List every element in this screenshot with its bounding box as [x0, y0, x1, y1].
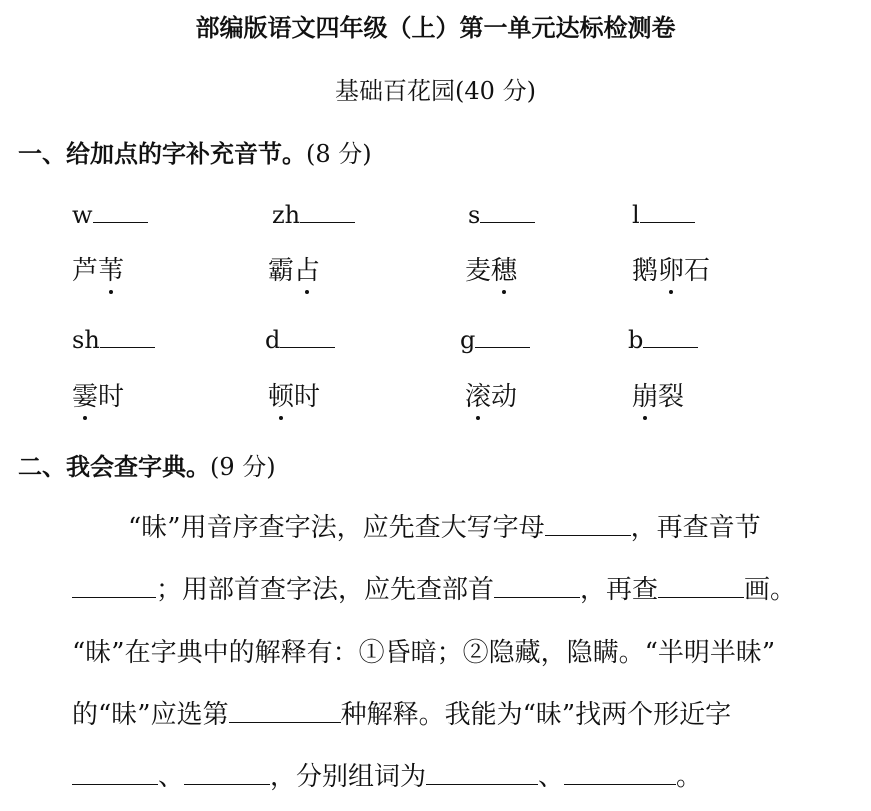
dotted-char: 顿 — [268, 380, 294, 414]
section-2-heading — [18, 450, 276, 484]
pinyin-blank-8 — [628, 325, 698, 355]
dotted-char: 卵 — [658, 254, 684, 288]
pinyin-blank-7 — [460, 325, 530, 355]
answer-blank[interactable] — [72, 758, 158, 785]
dotted-char: 霎 — [72, 380, 98, 414]
dotted-char: 崩 — [632, 380, 658, 414]
pinyin-blank-6 — [265, 325, 335, 355]
emphasis-dot — [305, 290, 309, 294]
word-6: 顿 时 — [268, 380, 320, 414]
answer-blank[interactable] — [229, 696, 341, 723]
answer-blank[interactable] — [545, 509, 631, 536]
pinyin-initial: zh — [272, 201, 301, 229]
emphasis-dot — [83, 416, 87, 420]
answer-blank[interactable] — [184, 758, 270, 785]
section-1-points: (8 分) — [306, 140, 372, 168]
paragraph-line-1: “昧”用音序查字法，应先查大写字母 ，再查音节 — [128, 508, 761, 548]
pinyin-blank-3 — [468, 200, 535, 230]
emphasis-dot — [109, 290, 113, 294]
answer-blank[interactable] — [564, 758, 676, 785]
pinyin-initial: l — [632, 201, 640, 229]
pinyin-blank-4 — [632, 200, 695, 230]
dotted-char: 滚 — [465, 380, 491, 414]
emphasis-dot — [476, 416, 480, 420]
paragraph-line-3: “昧”在字典中的解释有：①昏暗；②隐藏，隐瞒。“半明半昧” — [72, 638, 776, 668]
answer-blank[interactable] — [93, 200, 148, 223]
page-title: 部编版语文四年级（上）第一单元达标检测卷 — [195, 14, 676, 42]
answer-blank[interactable] — [72, 571, 156, 598]
answer-blank[interactable] — [658, 571, 744, 598]
answer-blank[interactable] — [640, 200, 695, 223]
section-2-points: (9 分) — [210, 453, 276, 481]
answer-blank[interactable] — [480, 200, 535, 223]
pinyin-initial: b — [628, 326, 644, 354]
answer-blank[interactable] — [494, 571, 580, 598]
dotted-char: 苇 — [98, 254, 124, 288]
answer-blank[interactable] — [475, 325, 530, 348]
emphasis-dot — [669, 290, 673, 294]
emphasis-dot — [643, 416, 647, 420]
word-2: 霸占 — [268, 254, 320, 288]
word-3: 麦穗 — [465, 254, 517, 288]
dotted-char: 占 — [294, 254, 320, 288]
word-1: 芦苇 — [72, 254, 124, 288]
section-subtitle: 基础百花园(40 分) — [335, 77, 536, 105]
pinyin-blank-1 — [72, 200, 148, 230]
section-2-title: 二、我会查字典。 — [18, 453, 210, 481]
emphasis-dot — [502, 290, 506, 294]
section-1-title: 一、给加点的字补充音节。 — [18, 140, 306, 168]
word-4: 鹅卵 石 — [632, 254, 710, 288]
answer-blank[interactable] — [300, 200, 355, 223]
pinyin-initial: sh — [72, 326, 100, 354]
section-1-heading — [18, 137, 372, 171]
dotted-char: 穗 — [491, 254, 517, 288]
emphasis-dot — [279, 416, 283, 420]
paragraph-line-4: 的“昧”应选第 种解释。我能为“昧”找两个形近字 — [72, 695, 731, 735]
answer-blank[interactable] — [100, 325, 155, 348]
pinyin-initial: d — [265, 326, 281, 354]
pinyin-initial: s — [468, 201, 481, 229]
word-7: 滚 动 — [465, 380, 517, 414]
paragraph-line-5: 、 ，分别组词为 、 。 — [72, 757, 702, 797]
pinyin-blank-2 — [272, 200, 355, 230]
word-5: 霎 时 — [72, 380, 124, 414]
answer-blank[interactable] — [643, 325, 698, 348]
pinyin-blank-5 — [72, 325, 155, 355]
word-8: 崩 裂 — [632, 380, 684, 414]
pinyin-initial: g — [460, 326, 476, 354]
paragraph-line-2: ；用部首查字法，应先查部首 ，再查 画。 — [72, 570, 796, 610]
pinyin-initial: w — [72, 201, 93, 229]
answer-blank[interactable] — [426, 758, 538, 785]
answer-blank[interactable] — [280, 325, 335, 348]
